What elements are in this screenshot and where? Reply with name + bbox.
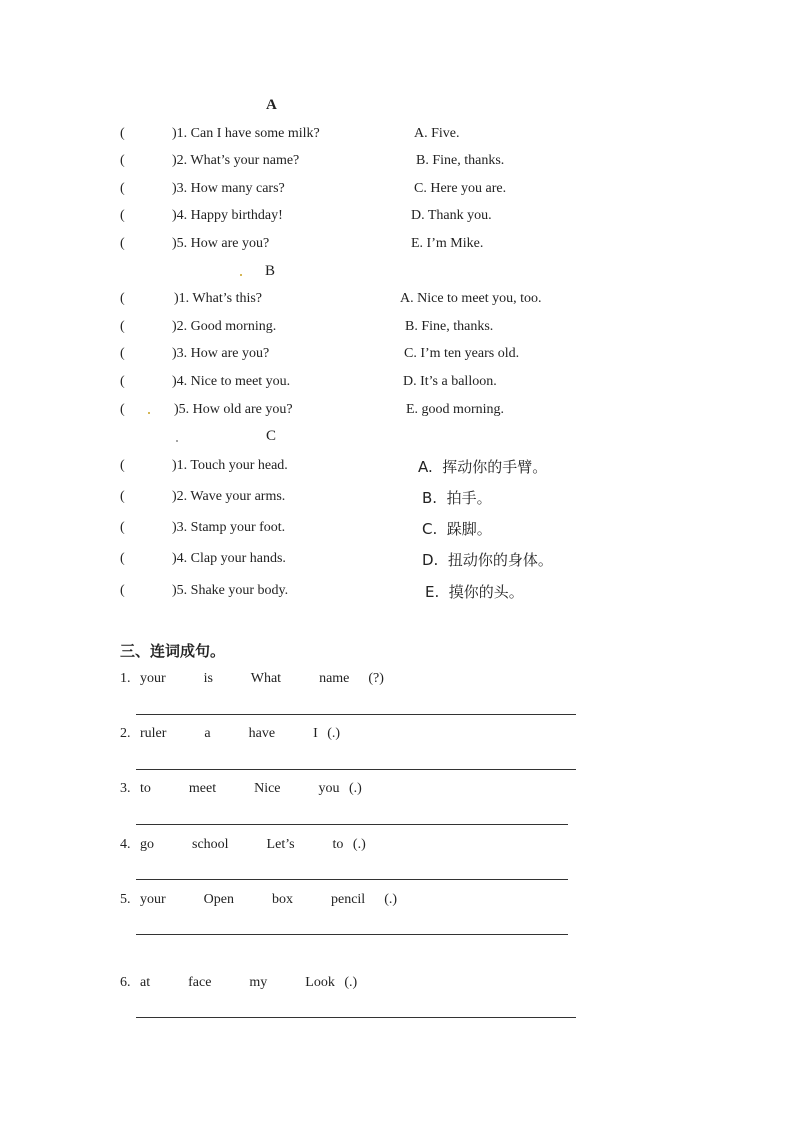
answer-paren: ( xyxy=(120,551,125,566)
exercise-3-words: 3. to meet Nice you (.) xyxy=(120,781,362,796)
answer-line[interactable] xyxy=(136,1017,576,1018)
answer-paren: ( xyxy=(120,181,125,196)
section-c-heading: C xyxy=(266,428,277,444)
question-b4: )4. Nice to meet you. xyxy=(172,374,291,389)
option-a-d: D. Thank you. xyxy=(411,208,492,223)
option-a-a: A. Five. xyxy=(414,126,460,141)
option-b-a: A. Nice to meet you, too. xyxy=(400,291,542,306)
answer-paren: ( xyxy=(120,291,125,306)
answer-paren: ( xyxy=(120,346,125,361)
exercise-4-words: 4. go school Let’s to (.) xyxy=(120,837,366,852)
stray-dot xyxy=(176,440,178,442)
question-c3: )3. Stamp your foot. xyxy=(172,520,286,535)
question-c1: )1. Touch your head. xyxy=(172,458,288,473)
question-a1: )1. Can I have some milk? xyxy=(172,126,320,141)
answer-line[interactable] xyxy=(136,934,568,935)
answer-line[interactable] xyxy=(136,714,576,715)
question-c4: )4. Clap your hands. xyxy=(172,551,286,566)
option-b-b: B. Fine, thanks. xyxy=(405,319,494,334)
answer-paren: ( xyxy=(120,583,125,598)
answer-paren: ( xyxy=(120,153,125,168)
answer-line[interactable] xyxy=(136,769,576,770)
question-c2: )2. Wave your arms. xyxy=(172,489,286,504)
answer-line[interactable] xyxy=(136,879,568,880)
option-b-e: E. good morning. xyxy=(406,402,504,417)
answer-paren: ( xyxy=(120,126,125,141)
exercise-2-words: 2. ruler a have I (.) xyxy=(120,726,341,741)
question-a5: )5. How are you? xyxy=(172,236,270,251)
question-b1: )1. What’s this? xyxy=(174,291,263,306)
option-c-c: C. 跺脚。 xyxy=(422,520,492,538)
exercise-1-words: 1. your is What name (?) xyxy=(120,671,384,686)
option-b-c: C. I’m ten years old. xyxy=(404,346,520,361)
answer-line[interactable] xyxy=(136,824,568,825)
question-c5: )5. Shake your body. xyxy=(172,583,289,598)
stray-dot xyxy=(240,274,242,276)
answer-paren: ( xyxy=(120,319,125,334)
option-c-d: D. 扭动你的身体。 xyxy=(422,551,553,569)
answer-paren: ( xyxy=(120,402,125,417)
answer-paren: ( xyxy=(120,458,125,473)
option-c-b: B. 拍手。 xyxy=(422,489,492,507)
option-a-e: E. I’m Mike. xyxy=(411,236,484,251)
option-a-b: B. Fine, thanks. xyxy=(416,153,505,168)
answer-paren: ( xyxy=(120,208,125,223)
exercise-6-words: 6. at face my Look (.) xyxy=(120,975,358,990)
stray-dot xyxy=(148,412,150,414)
option-c-e: E. 摸你的头。 xyxy=(425,583,524,601)
question-a4: )4. Happy birthday! xyxy=(172,208,283,223)
question-b5: )5. How old are you? xyxy=(174,402,293,417)
question-a2: )2. What’s your name? xyxy=(172,153,300,168)
part-3-title: 三、连词成句。 xyxy=(120,642,226,660)
option-a-c: C. Here you are. xyxy=(414,181,507,196)
option-b-d: D. It’s a balloon. xyxy=(403,374,497,389)
section-a-heading: A xyxy=(266,97,277,113)
answer-paren: ( xyxy=(120,236,125,251)
exercise-5-words: 5. your Open box pencil (.) xyxy=(120,892,398,907)
answer-paren: ( xyxy=(120,520,125,535)
section-b-heading: B xyxy=(265,263,276,279)
option-c-a: A. 挥动你的手臂。 xyxy=(418,458,548,476)
answer-paren: ( xyxy=(120,374,125,389)
question-a3: )3. How many cars? xyxy=(172,181,285,196)
question-b2: )2. Good morning. xyxy=(172,319,277,334)
answer-paren: ( xyxy=(120,489,125,504)
question-b3: )3. How are you? xyxy=(172,346,270,361)
